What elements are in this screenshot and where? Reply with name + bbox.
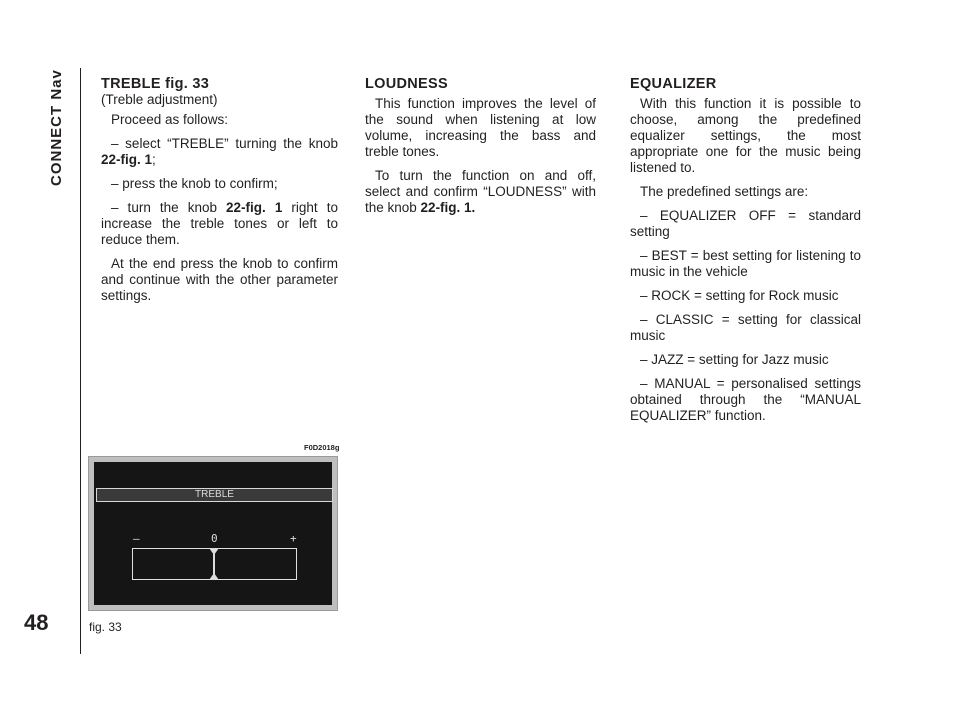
knob-reference: 22-fig. 1. <box>420 200 476 215</box>
loudness-column <box>365 76 596 224</box>
center-marker-top-icon <box>209 548 219 555</box>
minus-symbol: – <box>133 532 140 545</box>
treble-step-2: – press the knob to confirm; <box>111 176 278 191</box>
treble-step-1: – select “TREBLE” turning the knob 22-fig. 1; <box>101 136 338 167</box>
figure-code: F0D2018g <box>304 443 340 452</box>
knob-reference: 22-fig. 1 <box>101 152 153 167</box>
treble-heading: TREBLE fig. 33 <box>101 76 210 92</box>
equalizer-paragraph-2: The predefined settings are: <box>640 184 809 199</box>
loudness-paragraph-1: This function improves the level of the sound when listening at low volume, increasing the bass and treble tones. <box>365 96 596 159</box>
zero-symbol: 0 <box>211 532 218 545</box>
equalizer-item: – ROCK = setting for Rock music <box>640 288 839 303</box>
section-title-text: CONNECT Nav <box>48 69 65 186</box>
equalizer-item: – BEST = best setting for listening to music in the vehicle <box>630 248 861 279</box>
loudness-paragraph-2: To turn the function on and off, select and confirm “LOUDNESS” with the knob 22-fig. 1. <box>365 168 596 215</box>
treble-step-3: – turn the knob 22-fig. 1 right to increase the treble tones or left to reduce them. <box>101 200 338 247</box>
equalizer-item: – MANUAL = personalised settings obtained through the “MANUAL EQUALIZER” function. <box>630 376 861 423</box>
equalizer-paragraph-1: With this function it is possible to choose, among the predefined equalizer settings, the most appropriate one for the music being listened to. <box>630 96 861 175</box>
treble-column <box>101 76 338 312</box>
treble-subheading: (Treble adjustment) <box>101 92 218 107</box>
equalizer-heading: EQUALIZER <box>630 76 717 92</box>
equalizer-item: – EQUALIZER OFF = standard setting <box>630 208 861 239</box>
treble-intro: Proceed as follows: <box>111 112 229 127</box>
vertical-divider <box>80 68 81 654</box>
plus-symbol: + <box>290 532 297 545</box>
display-screen <box>94 462 332 605</box>
knob-reference: 22-fig. 1 <box>226 200 283 215</box>
center-marker-bottom-icon <box>209 573 219 580</box>
section-title-vertical <box>48 60 70 220</box>
equalizer-item: – JAZZ = setting for Jazz music <box>640 352 829 367</box>
page-number: 48 <box>24 610 49 635</box>
treble-closing: At the end press the knob to confirm and continue with the other parameter settings. <box>101 256 338 303</box>
figure-frame <box>88 456 338 611</box>
screen-title-bar: TREBLE <box>96 488 333 502</box>
figure-caption: fig. 33 <box>89 620 122 634</box>
loudness-heading: LOUDNESS <box>365 76 448 92</box>
equalizer-column <box>630 76 861 432</box>
equalizer-item: – CLASSIC = setting for classical music <box>630 312 861 343</box>
